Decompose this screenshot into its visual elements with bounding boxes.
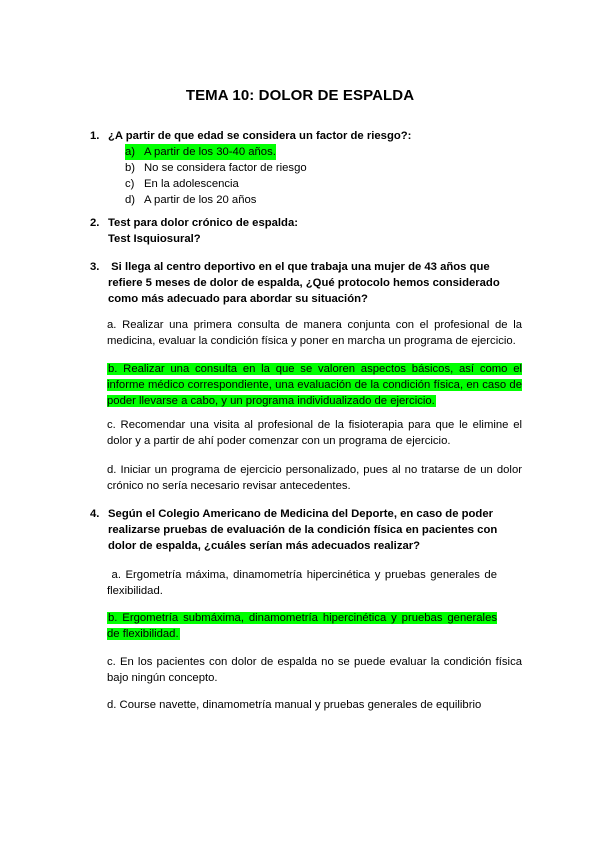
question-number: 4. [90, 508, 100, 520]
question-2 [90, 215, 520, 247]
answer-3d: d. Iniciar un programa de ejercicio personalizado, pues al no tratarse de un dolor crónico no sería necesario revisar antecedentes. [107, 464, 522, 492]
question-number: 2. [90, 217, 100, 229]
option-text: No se considera factor de riesgo [144, 162, 307, 174]
question-text: ¿A partir de que edad se considera un factor de riesgo?: [108, 130, 412, 142]
question-3 [90, 259, 520, 307]
answer-3a: a. Realizar una primera consulta de manera conjunta con el profesional de la medicina, evaluar la condición física y poner en marcha un programa de ejercicio. [107, 319, 522, 347]
option-letter: c) [125, 178, 135, 190]
option-text: En la adolescencia [144, 178, 239, 190]
option-d [125, 192, 425, 208]
answer-4a: a. Ergometría máxima, dinamometría hipercinética y pruebas generales de flexibilidad. [107, 569, 501, 597]
question-4 [90, 506, 520, 554]
option-letter: b) [125, 162, 136, 174]
question-number: 1. [90, 130, 100, 142]
question-text: Test para dolor crónico de espalda: [108, 217, 299, 229]
option-letter: a) [125, 144, 143, 160]
question-1-options [125, 144, 425, 208]
option-text: A partir de los 20 años [144, 194, 257, 206]
page-title: TEMA 10: DOLOR DE ESPALDA [185, 87, 415, 104]
question-text: Según el Colegio Americano de Medicina del Deporte, en caso de poder realizarse pruebas de evaluación de la condición física en pacientes con dolor de espalda, ¿cuáles serían más adecuados realizar? [108, 508, 498, 552]
highlighted-answer: b. Ergometría submáxima, dinamometría hipercinética y pruebas generales de flexibilidad. [107, 612, 497, 640]
question-1 [90, 128, 520, 144]
answer-4d: d. Course navette, dinamometría manual y pruebas generales de equilibrio [107, 699, 482, 711]
answer-3b-correct [107, 361, 522, 409]
answer-4c: c. En los pacientes con dolor de espalda no se puede evaluar la condición física bajo ningún concepto. [107, 656, 522, 684]
answer-3c: c. Recomendar una visita al profesional de la fisioterapia para que le elimine el dolor y a partir de ahí poder comenzar con un programa de ejercicio. [107, 419, 522, 447]
highlighted-answer: b. Realizar una consulta en la que se valoren aspectos básicos, así como el informe médico correspondiente, una evaluación de la condición física, en caso de poder llevarse a cabo, y un programa individualizado de ejercicio. [107, 363, 522, 407]
question-text: Si llega al centro deportivo en el que trabaja una mujer de 43 años que refiere 5 meses de dolor de espalda, ¿Qué protocolo hemos considerado como más adecuado para abordar su situación? [108, 261, 503, 305]
option-letter: d) [125, 194, 136, 206]
option-a [125, 144, 425, 160]
answer-4b-correct [107, 610, 497, 642]
option-text-correct: A partir de los 30-40 años. [144, 146, 276, 158]
question-text-line-2: Test Isquiosural? [108, 233, 201, 245]
option-b [125, 160, 425, 176]
option-c [125, 176, 425, 192]
question-number: 3. [90, 261, 100, 273]
